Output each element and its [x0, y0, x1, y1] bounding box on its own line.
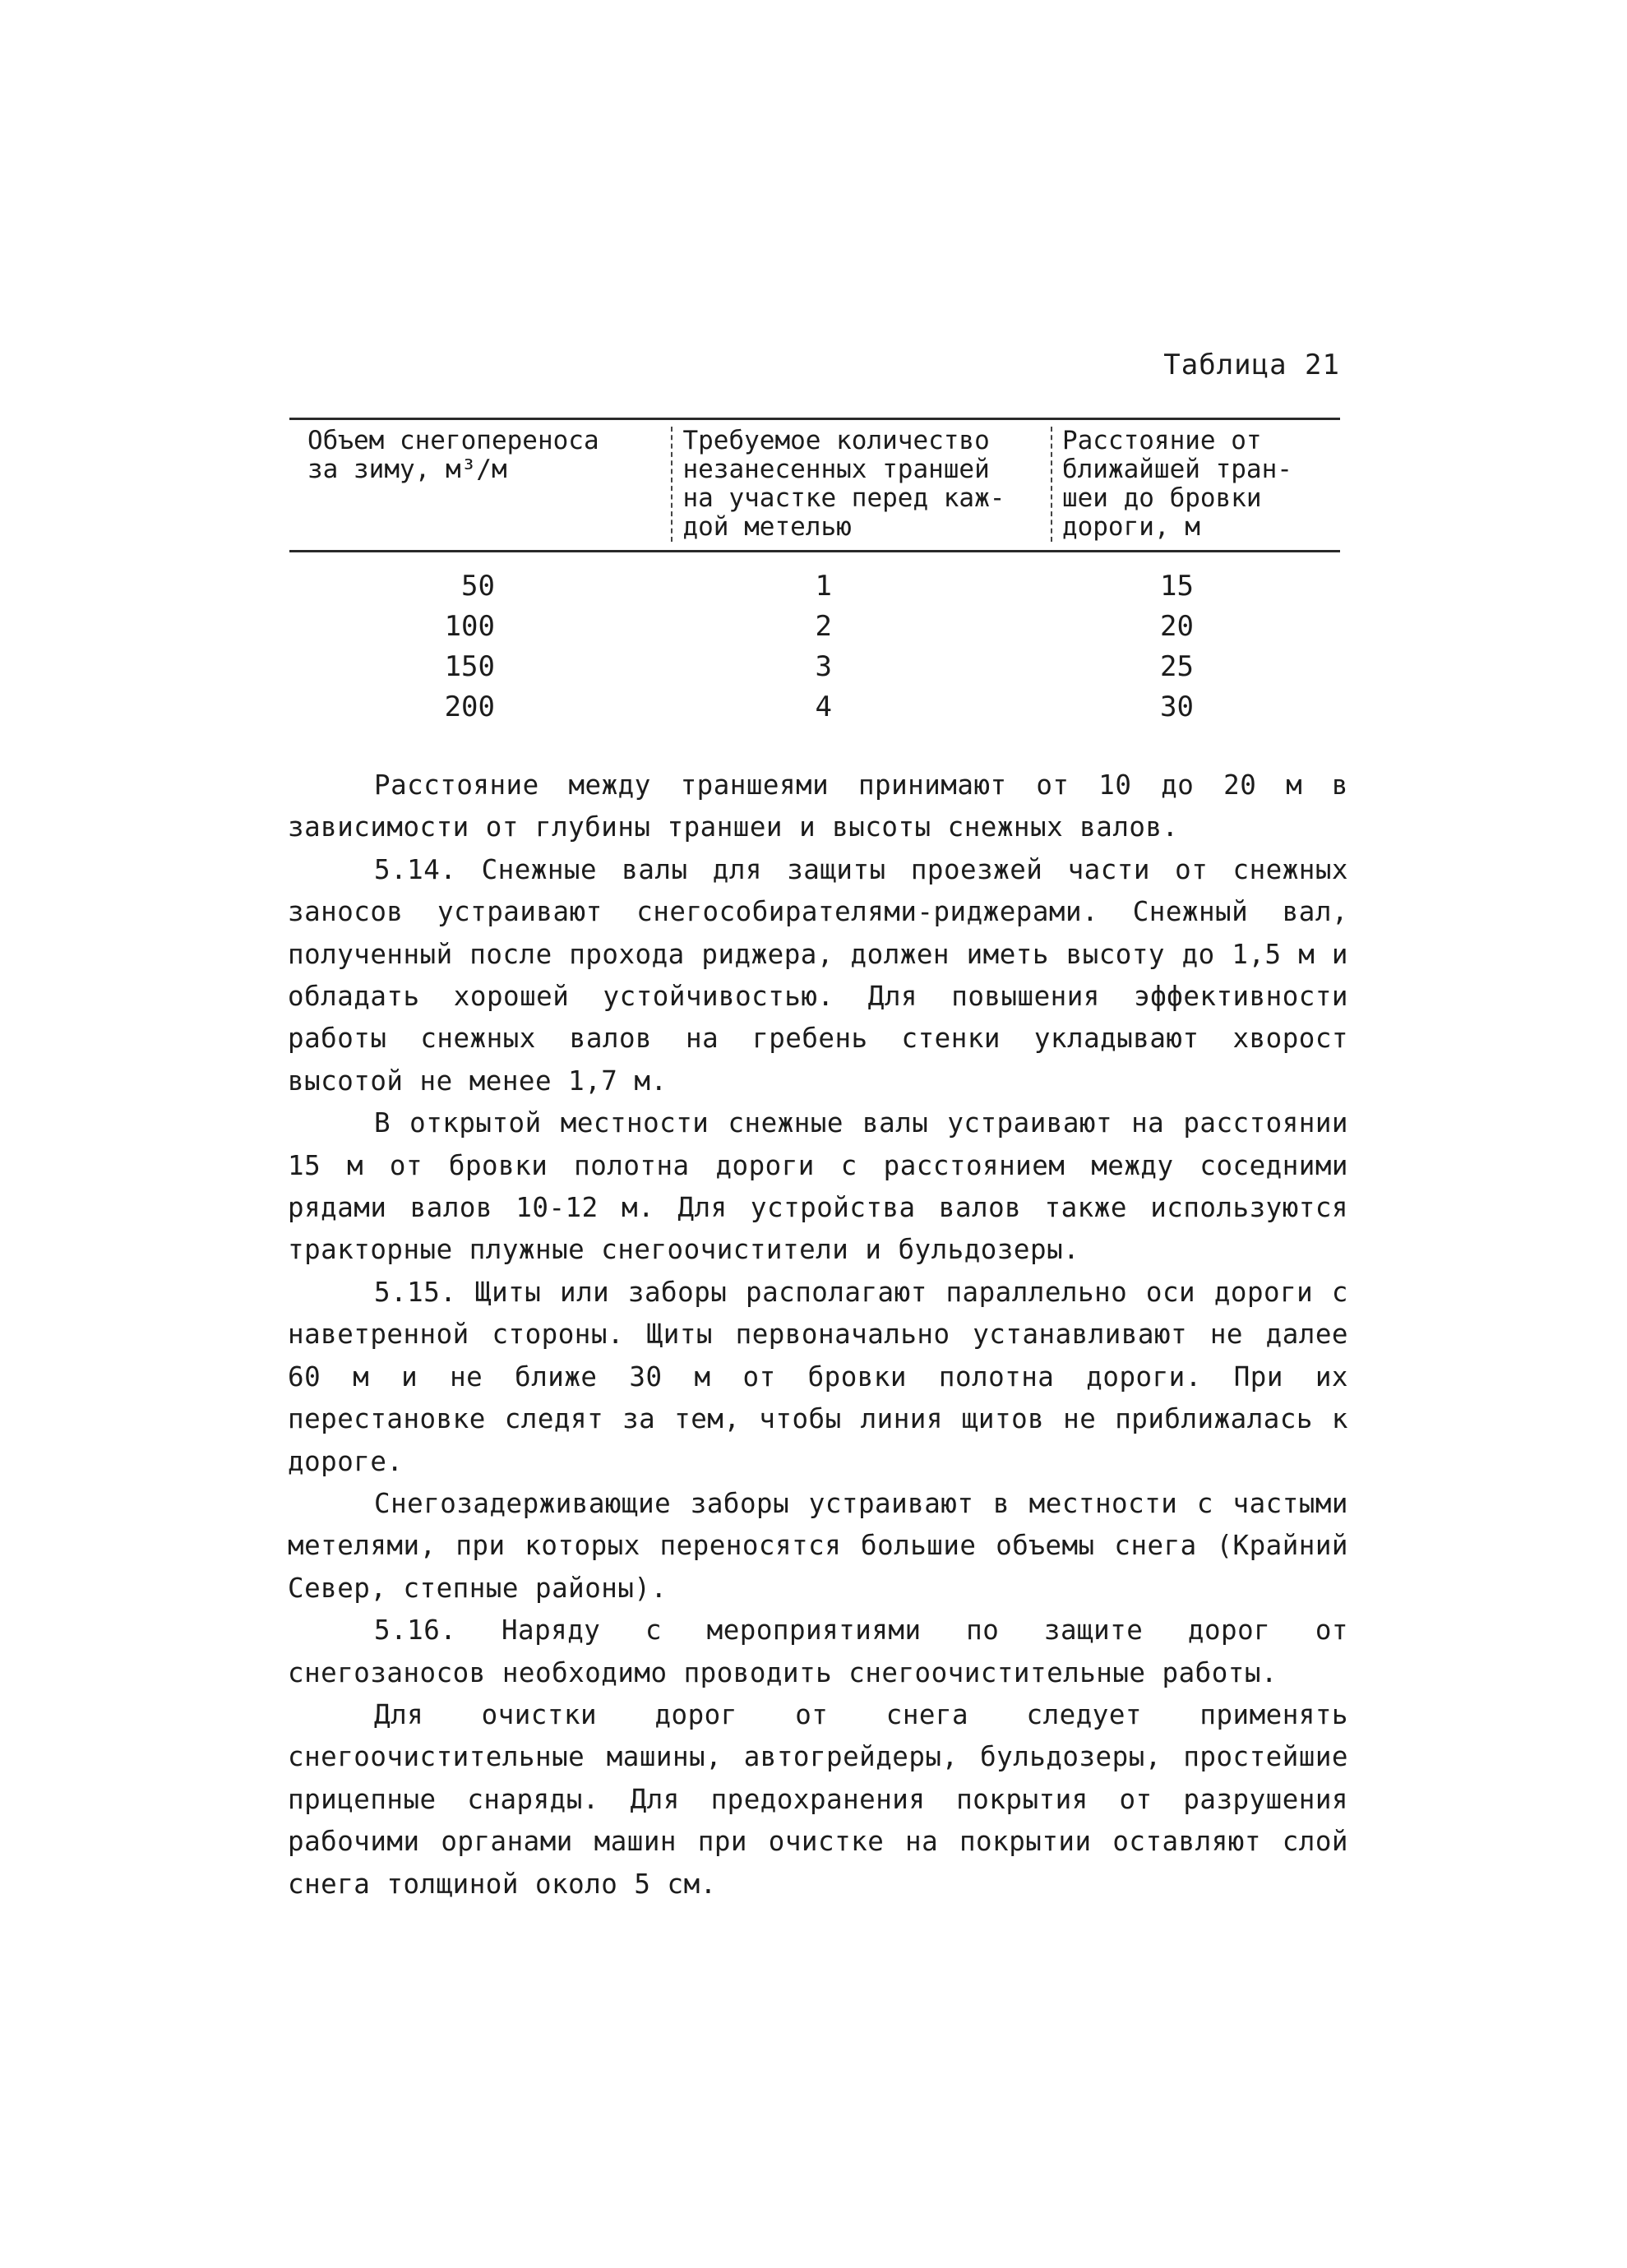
- table-cell: 2: [815, 609, 832, 643]
- paragraph: Расстояние между траншеями принимают от 10 до 20 м в зависимости от глубины траншеи и высоты снежных валов.: [288, 769, 1348, 843]
- table-cell: 150: [444, 649, 495, 683]
- table-cell: 30: [1160, 690, 1194, 723]
- paragraph-5-16: 5.16. Наряду с мероприятиями по защите дорог от снегозаносов необходимо проводить снегоочистительные работы.: [288, 1614, 1348, 1688]
- paragraph: В открытой местности снежные валы устраивают на расстоянии 15 м от бровки полотна дороги с расстоянием между соседними рядами валов 10-12 м. Для устройства валов также используются тракторные плужные снегоочистители и бульдозеры.: [288, 1107, 1348, 1266]
- body-text: [288, 764, 1348, 1905]
- column-header-volume: Объем снегопереноса за зиму, м³/м: [307, 426, 599, 484]
- table-row: [289, 566, 1340, 606]
- table-row: [289, 646, 1340, 686]
- column-header-trench-count: Требуемое количество незанесенных траншей на участке перед каж- дой метелью: [671, 427, 1050, 542]
- column-header-distance: Расстояние от ближайшей тран- шеи до бровки дороги, м: [1051, 427, 1340, 542]
- table-cell: 200: [444, 690, 495, 723]
- table-cell: 3: [815, 649, 832, 683]
- table-header: [289, 420, 1340, 550]
- table-cell: 100: [444, 609, 495, 643]
- paragraph-5-15: 5.15. Щиты или заборы располагают параллельно оси дороги с наветренной стороны. Щиты первоначально устанавливают не далее 60 м и не ближе 30 м от бровки полотна дороги. При их перестановке следят за тем, чтобы линия щитов не приближалась к дороге.: [288, 1276, 1348, 1477]
- table-cell: 25: [1160, 649, 1194, 683]
- table-cell: 1: [815, 569, 832, 603]
- table-cell: 15: [1160, 569, 1194, 603]
- table-caption: Таблица 21: [1163, 349, 1340, 381]
- table-row: [289, 606, 1340, 646]
- table-body: [289, 552, 1340, 727]
- table-cell: 50: [461, 569, 495, 603]
- table-cell: 20: [1160, 609, 1194, 643]
- data-table: [289, 418, 1340, 727]
- paragraph-5-14: 5.14. Снежные валы для защиты проезжей части от снежных заносов устраивают снегособирателями-риджерами. Снежный вал, полученный после прохода риджера, должен иметь высоту до 1,5 м и обладать хорошей устойчивостью. Для повышения эффективности работы снежных валов на гребень стенки укладывают хворост высотой не менее 1,7 м.: [288, 853, 1348, 1097]
- table-row: [289, 686, 1340, 727]
- paragraph: Снегозадерживающие заборы устраивают в местности с частыми метелями, при которых переносятся большие объемы снега (Крайний Север, степные районы).: [288, 1487, 1348, 1604]
- table-cell: 4: [815, 690, 832, 723]
- paragraph: Для очистки дорог от снега следует применять снегоочистительные машины, автогрейдеры, бульдозеры, простейшие прицепные снаряды. Для предохранения покрытия от разрушения рабочими органами машин при очистке на покрытии оставляют слой снега толщиной около 5 см.: [288, 1698, 1348, 1900]
